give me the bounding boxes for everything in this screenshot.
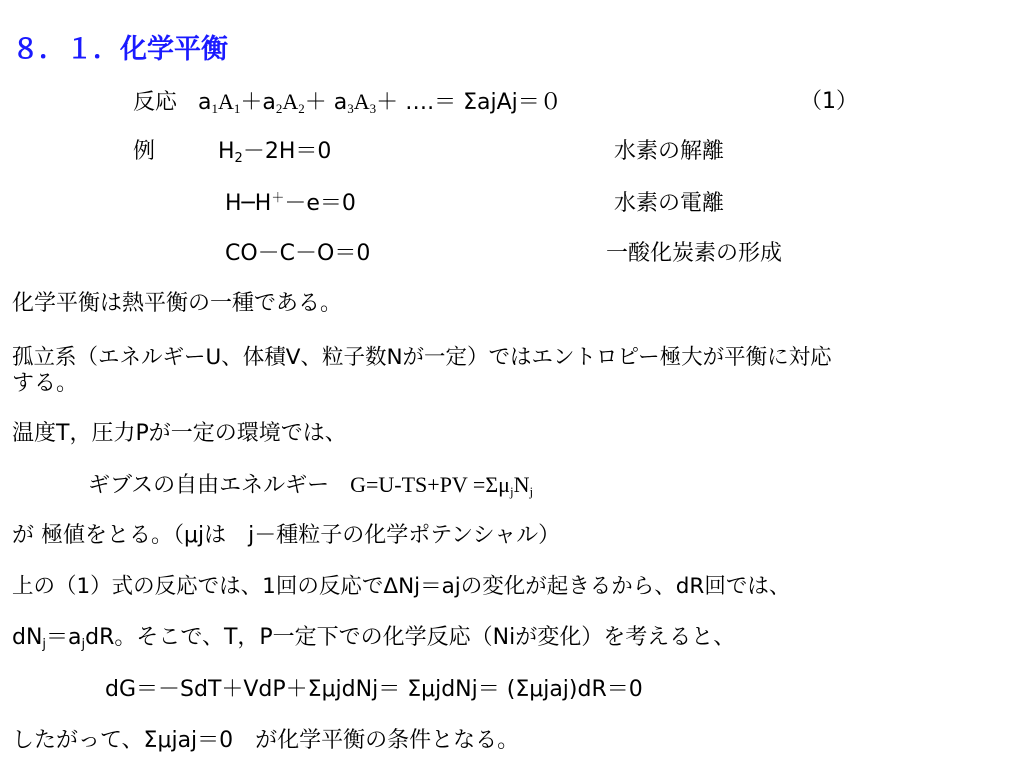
text-line-1: 化学平衡は熱平衡の一種である。 — [12, 291, 343, 316]
text-line-3: 温度T，圧力Pが一定の環境では、 — [12, 421, 347, 446]
example-2: H─H＋－e＝0 — [225, 191, 356, 216]
gibbs-formula: $G=U-TS+PV =\Sigma\mu_jN_j$ — [350, 472, 534, 499]
text-line-2b: する。 — [12, 371, 79, 396]
example-1: $H_2-2H=0$ — [218, 139, 332, 166]
example-1-desc: 水素の解離 — [614, 139, 725, 164]
reaction-label: 反応 — [133, 90, 178, 115]
example-3-desc: 一酸化炭素の形成 — [606, 241, 783, 266]
text-line-7: $dN_j=a_jdR$。そこで、T，P一定下での化学反応（Niが変化）を考えると、 — [12, 625, 736, 652]
text-line-9: したがって、Σμjaj＝0 が化学平衡の条件となる。 — [12, 728, 520, 753]
equation-number: （1） — [800, 89, 858, 114]
gibbs-line — [88, 471, 533, 500]
text-line-2a: 孤立系（エネルギーU、体積V、粒子数Nが一定）ではエントロピー極大が平衡に対応 — [12, 345, 832, 370]
example-label: 例 — [133, 139, 156, 164]
text-line-6: 上の（1）式の反応では、1回の反応でΔNj＝ajの変化が起きるから、dR回では、 — [12, 574, 791, 599]
gibbs-label: ギブスの自由エネルギー — [88, 473, 330, 498]
page-title: ８．１．化学平衡 — [12, 34, 228, 65]
text-line-5: が 極値をとる。（μjは j－種粒子の化学ポテンシャル） — [12, 523, 561, 548]
example-3: CO－C－O＝0 — [225, 241, 371, 266]
example-2-desc: 水素の電離 — [614, 191, 725, 216]
dG-equation: dG＝－SdT＋VdP＋ΣμjdNj＝ ΣμjdNj＝ (Σμjaj)dR＝0 — [105, 677, 643, 702]
reaction-equation: 反応 $a_1A_1+a_2A_2+ a_3A_3+$ ….＝ ΣajAj＝０ — [133, 89, 562, 116]
